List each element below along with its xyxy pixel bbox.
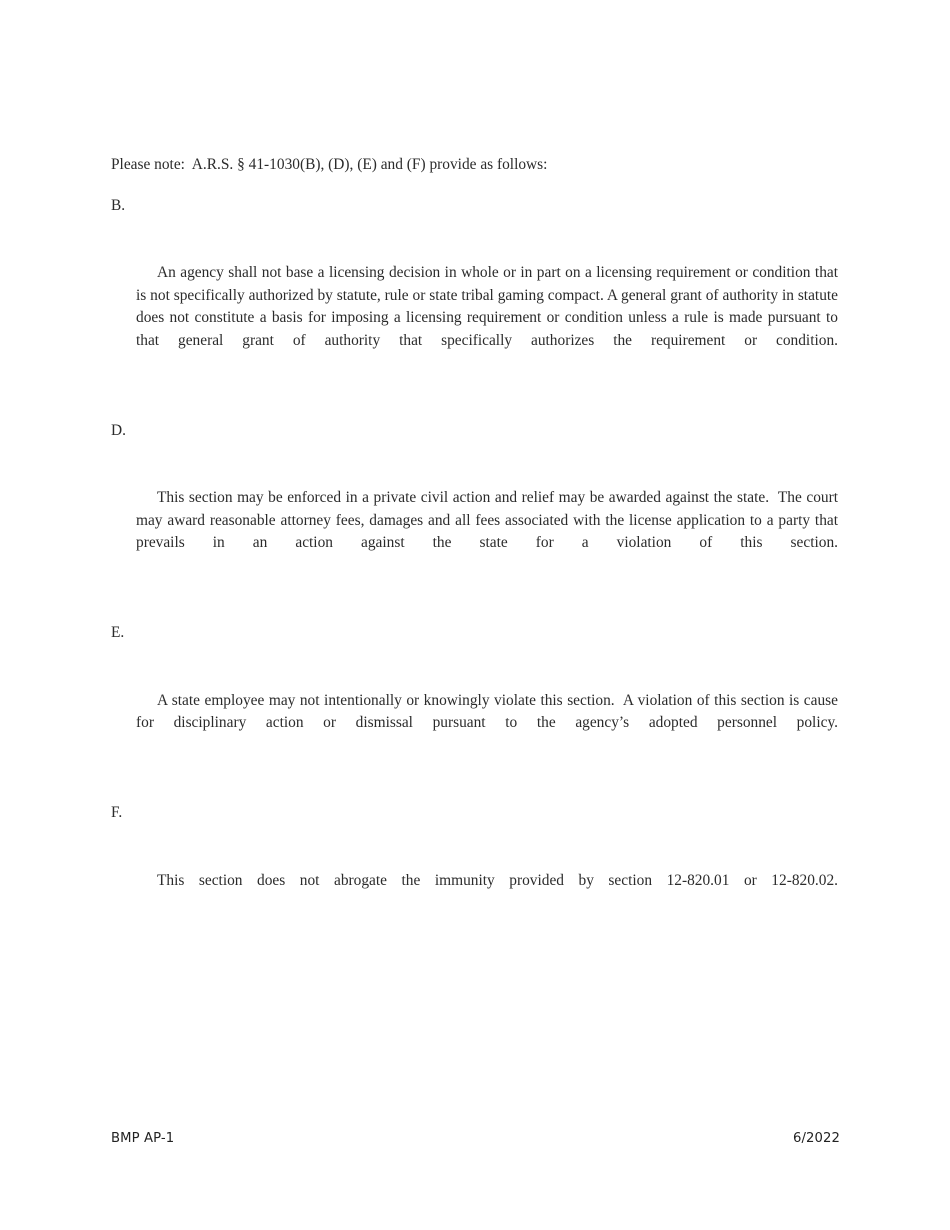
clause-d xyxy=(111,420,842,623)
clause-f-marker: F. xyxy=(111,804,123,821)
clause-b-text: An agency shall not base a licensing decision in whole or in part on a licensing requirement or condition that is not specifically authorized by statute, rule or state tribal gaming compact. A general grant of authority in statute does not constitute a basis for imposing a licensing requirement or condition unless a rule is made pursuant to that general grant of authority that specifically authorizes the requirement or condition. xyxy=(136,264,842,349)
clause-e-text: A state employee may not intentionally or knowingly violate this section. A violation of this section is cause for disciplinary action or dismissal pursuant to the agency’s adopted personnel policy. xyxy=(136,691,842,731)
please-note-line: Please note: A.R.S. § 41-1030(B), (D), (E) and (F) provide as follows: xyxy=(111,156,548,173)
document-body xyxy=(111,154,842,960)
clause-d-marker: D. xyxy=(111,421,126,439)
statute-clause-list xyxy=(111,195,842,960)
page-footer xyxy=(111,1131,840,1146)
footer-document-code: BMP AP-1 xyxy=(111,1131,175,1146)
clause-f xyxy=(111,802,838,960)
clause-d-text: This section may be enforced in a private civil action and relief may be awarded against the state. The court may award reasonable attorney fees, damages and all fees associated with the license application to a party that prevails in an action against the state for a violation of this section. xyxy=(136,489,842,551)
clause-f-text: This section does not abrogate the immunity provided by section 12-820.01 or 12-820.02. xyxy=(157,871,838,889)
clause-b xyxy=(111,195,842,420)
footer-revision-date: 6/2022 xyxy=(793,1131,840,1146)
clause-b-marker: B. xyxy=(111,196,126,214)
clause-e-marker: E. xyxy=(111,624,125,641)
clause-e xyxy=(111,622,842,802)
